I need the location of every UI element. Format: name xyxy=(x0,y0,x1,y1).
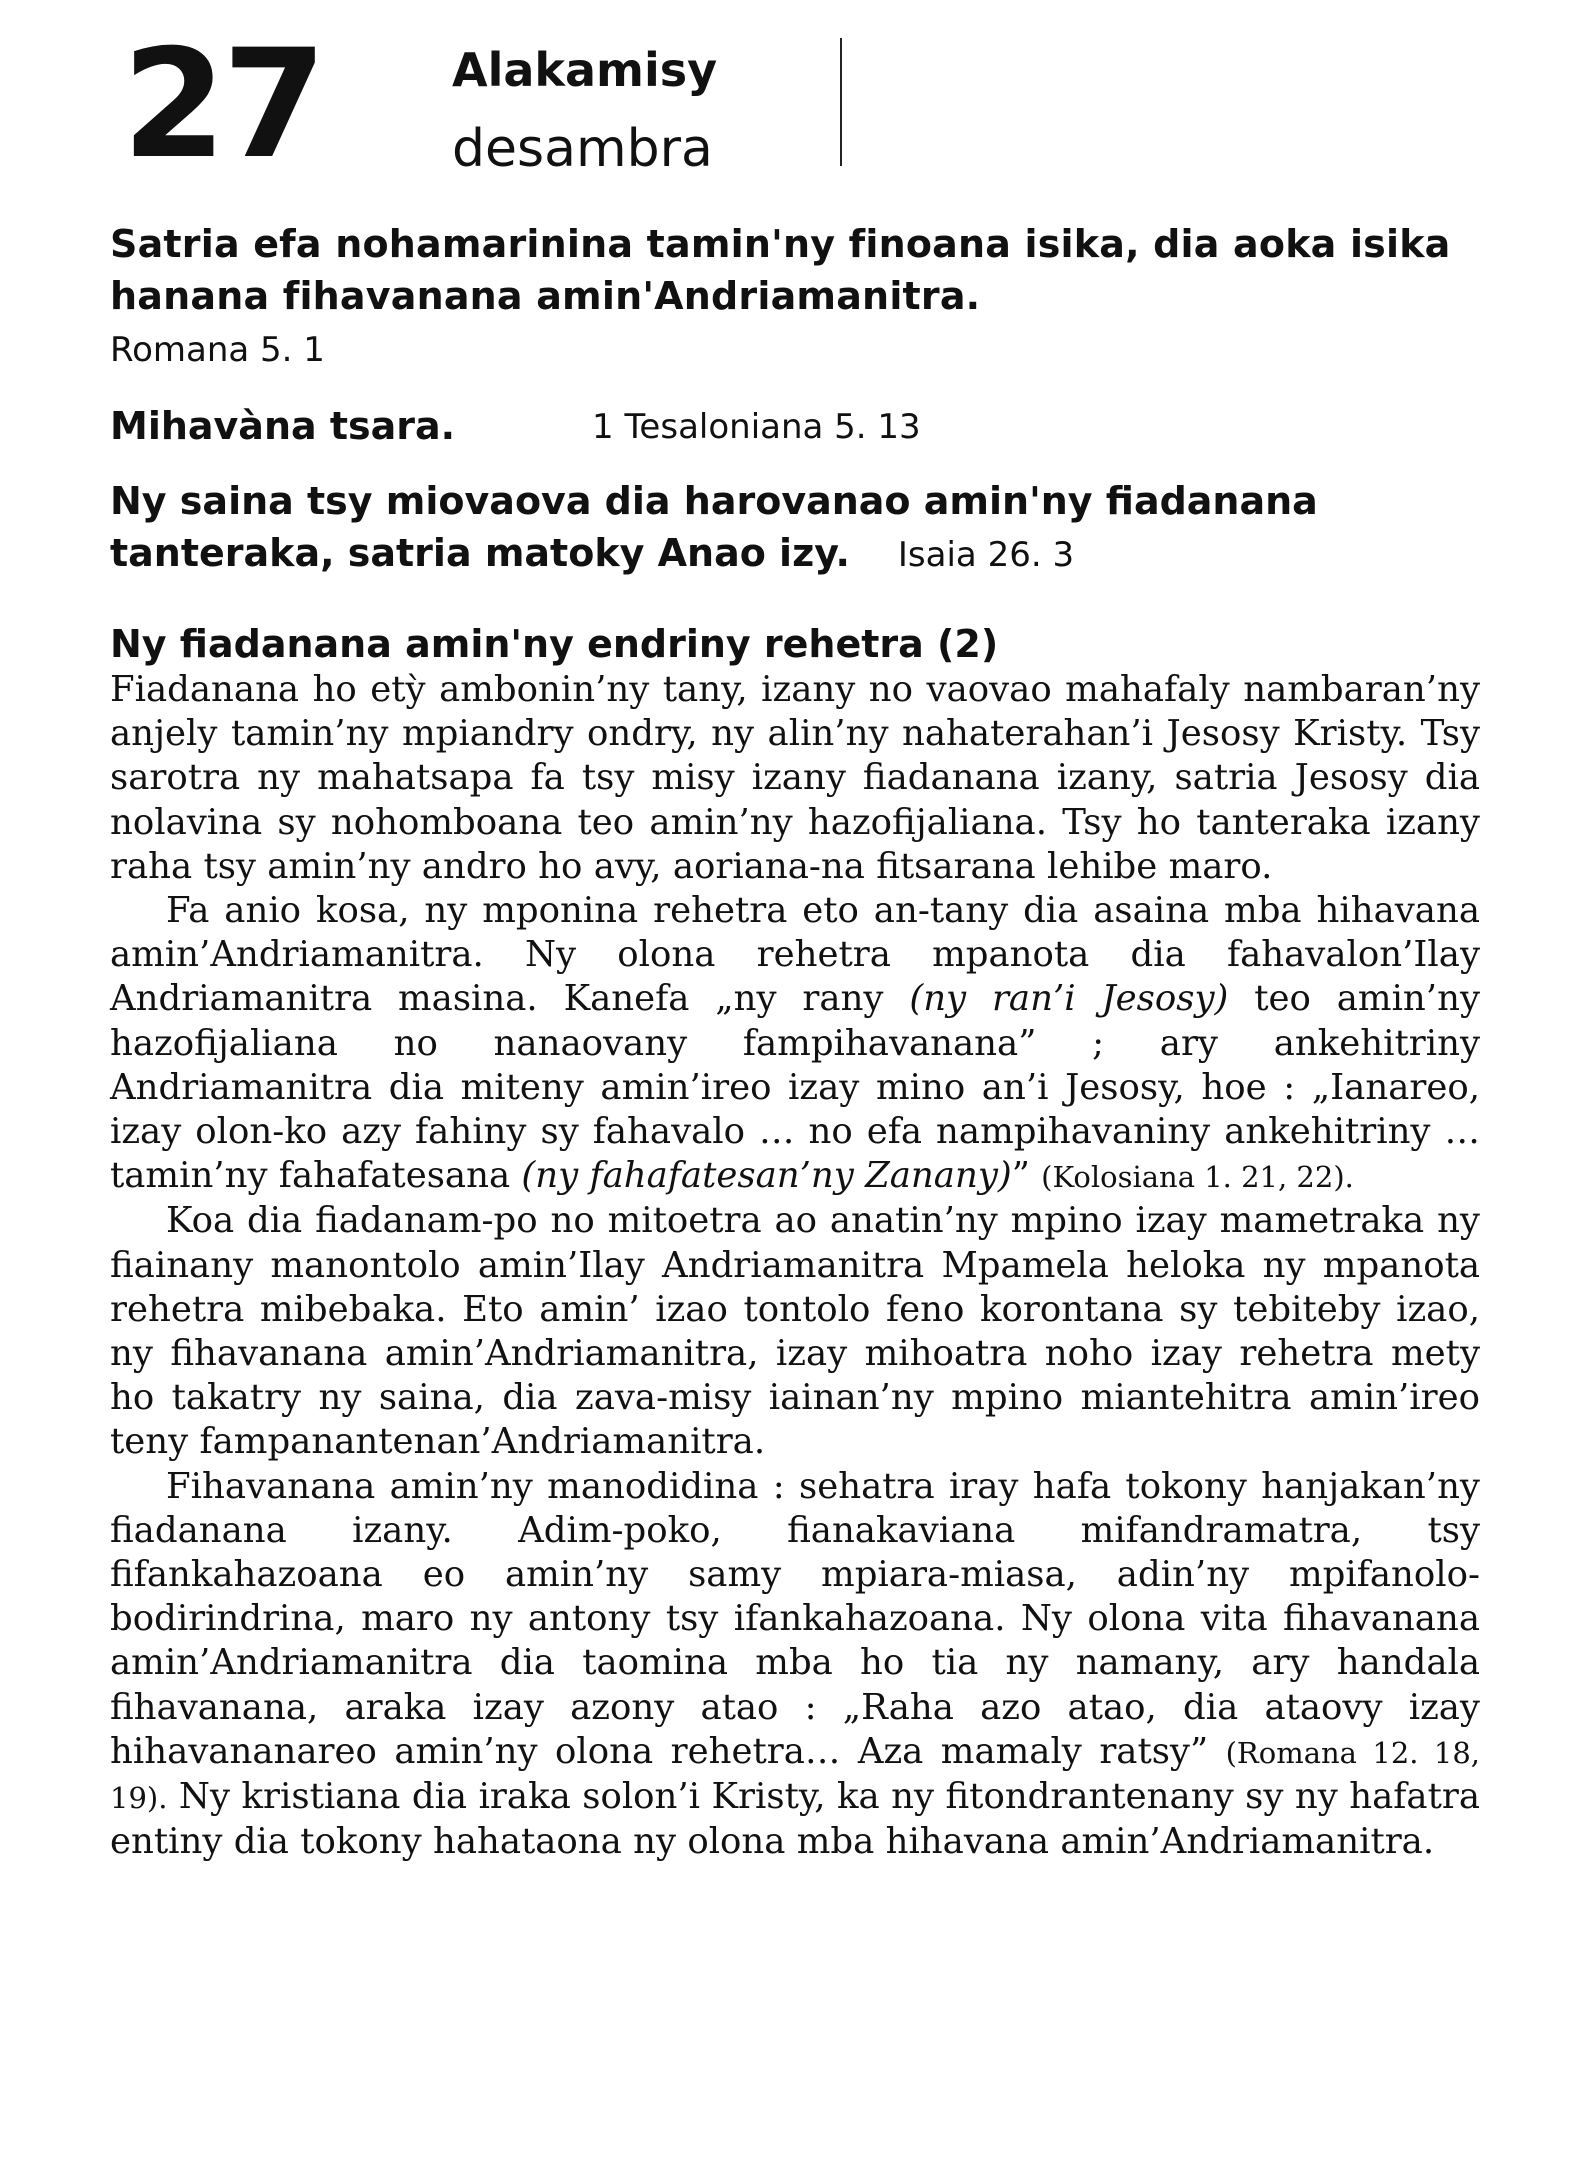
day-number: 27 xyxy=(122,18,323,192)
header-divider xyxy=(840,38,842,166)
verse-text-2: Mihavàna tsara. xyxy=(110,404,456,448)
paragraph-3: Koa dia fiadanam-po no mitoetra ao anatin’ny mpino izay mametraka ny fiainany manontolo amin’Ilay Andriamanitra Mpamela heloka ny mpanota rehetra mibebaka. Eto amin’ izao tontolo feno korontana sy tebiteby izao, ny fihavanana amin’Andriamanitra, izay mihoatra noho izay rehetra mety ho takatry ny saina, dia zava-misy iainan’ny mpino miantehitra amin’ireo teny fampanantenan’Andriamanitra. xyxy=(110,1200,1480,1463)
verse-text-3: Ny saina tsy miovaova dia harovanao amin'ny fiadanana tanteraka, satria matoky Anao izy. xyxy=(110,479,1318,575)
paragraph-2-italic-2: (ny fahafatesan’ny Zanany) xyxy=(521,1155,1012,1197)
paragraph-2-reference: (Kolosiana 1. 21, 22). xyxy=(1041,1160,1354,1195)
paragraph-2-italic-1: (ny ran’i Jesosy) xyxy=(909,978,1229,1020)
paragraph-2-part-c: ” xyxy=(1011,1155,1042,1197)
paragraph-2 xyxy=(110,889,1480,1199)
verse-block-3 xyxy=(110,475,1490,581)
verse-reference-1: Romana 5. 1 xyxy=(110,330,325,370)
paragraph-1: Fiadanana ho etỳ ambonin’ny tany, izany no vaovao mahafaly nambaran’ny anjely tamin’ny mpiandry ondry, ny alin’ny nahaterahan’i Jesosy Kristy. Tsy sarotra ny mahatsapa fa tsy misy izany fiadanana izany, satria Jesosy dia nolavina sy nohomboana teo amin’ny hazofijaliana. Tsy ho tanteraka izany raha tsy amin’ny andro ho avy, aoriana-na fitsarana lehibe maro. xyxy=(110,669,1480,887)
paragraph-4 xyxy=(110,1465,1480,1865)
verse-reference-2: 1 Tesaloniana 5. 13 xyxy=(592,407,921,447)
meditation-body xyxy=(110,668,1480,1864)
paragraph-4-reference: (Romana 12. 18, 19). xyxy=(110,1735,1480,1816)
meditation-title: Ny fiadanana amin'ny endriny rehetra (2) xyxy=(110,622,999,666)
paragraph-4-part-b: Ny kristiana dia iraka solon’i Kristy, ka ny fitondrantenany sy ny hafatra entiny dia tokony hahataona ny olona mba hihavana amin’Andriamanitra. xyxy=(110,1776,1480,1863)
verse-reference-3: Isaia 26. 3 xyxy=(897,535,1075,575)
paragraph-4-part-a: Fihavanana amin’ny manodidina : sehatra iray hafa tokony hanjakan’ny fiadanana izany. Adim-poko, fianakaviana mifandramatra, tsy fifankahazoana eo amin’ny samy mpiara-miasa, adin’ny mpifanolo-bodirindrina, maro ny antony tsy ifankahazoana. Ny olona vita fihavanana amin’Andriamanitra dia taomina mba ho tia ny namany, ary handala fihavanana, araka izay azony atao : „Raha azo atao, dia ataovy izay hihavananareo amin’ny olona rehetra… Aza mamaly ratsy” xyxy=(110,1465,1480,1772)
weekday: Alakamisy xyxy=(452,43,718,97)
month: desambra xyxy=(452,119,713,179)
verse-text-1: Satria efa nohamarinina tamin'ny finoana isika, dia aoka isika hanana fihavanana amin'Andriamanitra. xyxy=(110,222,1451,318)
paragraph-2-part-a: Fa anio kosa, ny mponina rehetra eto an-tany dia asaina mba hihavana amin’Andriamanitra. Ny olona rehetra mpanota dia fahavalon’Ilay Andriamanitra masina. Kanefa „ny rany xyxy=(110,890,1480,1020)
paragraph-2-part-b: teo amin’ny hazofijaliana no nanaovany fampihavanana” ; ary ankehitriny Andriamanitra dia miteny amin’ireo izay mino an’i Jesosy, hoe : „Ianareo, izay olon-ko azy fahiny sy fahavalo … no efa nampihavaniny ankehitriny … tamin’ny fahafatesana xyxy=(110,978,1480,1197)
